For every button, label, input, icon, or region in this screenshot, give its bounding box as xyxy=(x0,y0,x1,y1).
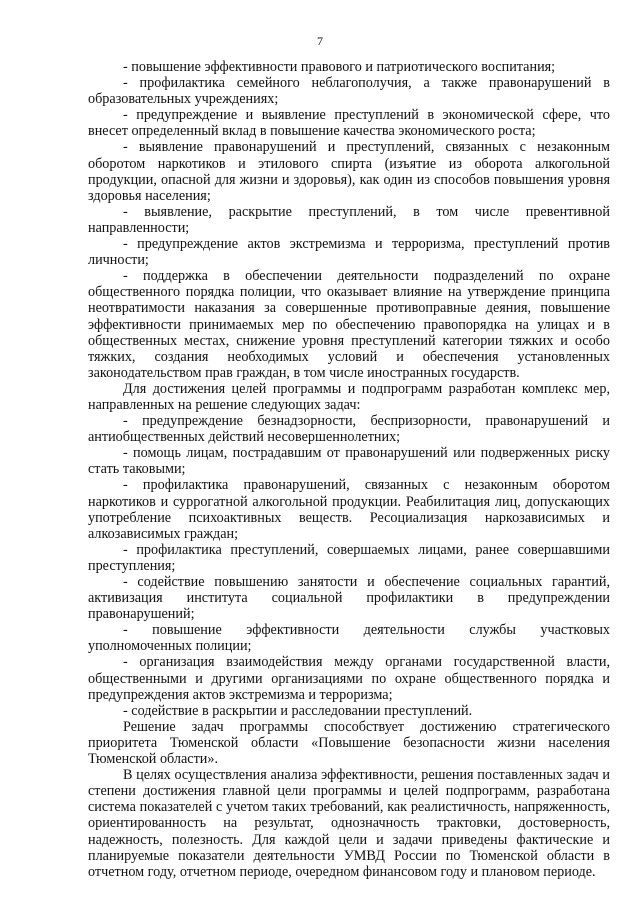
list-item: - выявление правонарушений и преступлений, связанных с незаконным оборотом наркотиков и этилового спирта (изъятие из оборота алкогольной продукции, опасной для жизни и здоровья), как один из способов повышения уровня здоровья населения; xyxy=(88,139,610,204)
list-item: - поддержка в обеспечении деятельности подразделений по охране общественного порядка полиции, что оказывает влияние на утверждение принципа неотвратимости наказания за совершенные противоправные деяния, повышение эффективности принимаемых мер по обеспечению правопорядка на улицах и в общественных местах, снижение уровня преступлений категории тяжких и особо тяжких, создания необходимых условий и обеспечения установленных законодательством прав граждан, в том числе иностранных государств. xyxy=(88,268,610,381)
list-item: - профилактика преступлений, совершаемых лицами, ранее совершавшими преступления; xyxy=(88,541,610,574)
paragraph: В целях осуществления анализа эффективности, решения поставленных задач и степени достижения главной цели программы и целей подпрограмм, разработана система показателей с учетом таких требований, как реалистичность, напряженность, ориентированность на результат, однозначность трактовки, достоверность, надежность, полезность. Для каждой цели и задачи приведены фактические и планируемые показатели деятельности УМВД России по Тюменской области в отчетном году, отчетном периоде, очередном финансовом году и плановом периоде. xyxy=(88,767,610,880)
list-item: - предупреждение и выявление преступлений в экономической сфере, что внесет определенный вклад в повышение качества экономического роста; xyxy=(88,107,610,140)
list-item: - повышение эффективности правового и патриотического воспитания; xyxy=(123,59,556,75)
paragraph: Для достижения целей программы и подпрограмм разработан комплекс мер, направленных на решение следующих задач: xyxy=(88,380,610,413)
document-body xyxy=(88,59,610,880)
list-item: - предупреждение актов экстремизма и терроризма, преступлений против личности; xyxy=(88,236,610,269)
list-item: - выявление, раскрытие преступлений, в том числе превентивной направленности; xyxy=(88,203,610,236)
list-item: - профилактика правонарушений, связанных с незаконным оборотом наркотиков и суррогатной алкогольной продукции. Реабилитация лиц, допускающих употребление психоактивных веществ. Ресоциализация наркозависимых и алкозависимых граждан; xyxy=(88,477,610,542)
list-item: - предупреждение безнадзорности, беспризорности, правонарушений и антиобщественных действий несовершеннолетних; xyxy=(88,413,610,446)
list-item: - повышение эффективности деятельности службы участковых уполномоченных полиции; xyxy=(88,622,610,655)
list-item: - помощь лицам, пострадавшим от правонарушений или подверженных риску стать таковыми; xyxy=(88,445,610,478)
list-item: - содействие повышению занятости и обеспечение социальных гарантий, активизация института социальной профилактики в предупреждении правонарушений; xyxy=(88,574,610,623)
paragraph: Решение задач программы способствует достижению стратегического приоритета Тюменской области «Повышение безопасности жизни населения Тюменской области». xyxy=(88,718,610,768)
list-item: - содействие в раскрытии и расследовании преступлений. xyxy=(123,702,473,719)
list-item: - профилактика семейного неблагополучия, а также правонарушений в образовательных учреждениях; xyxy=(88,75,610,108)
page-number: 7 xyxy=(317,34,323,48)
list-item: - организация взаимодействия между органами государственной власти, общественными и другими организациями по охране общественного порядка и предупреждения актов экстремизма и терроризма; xyxy=(88,654,610,703)
